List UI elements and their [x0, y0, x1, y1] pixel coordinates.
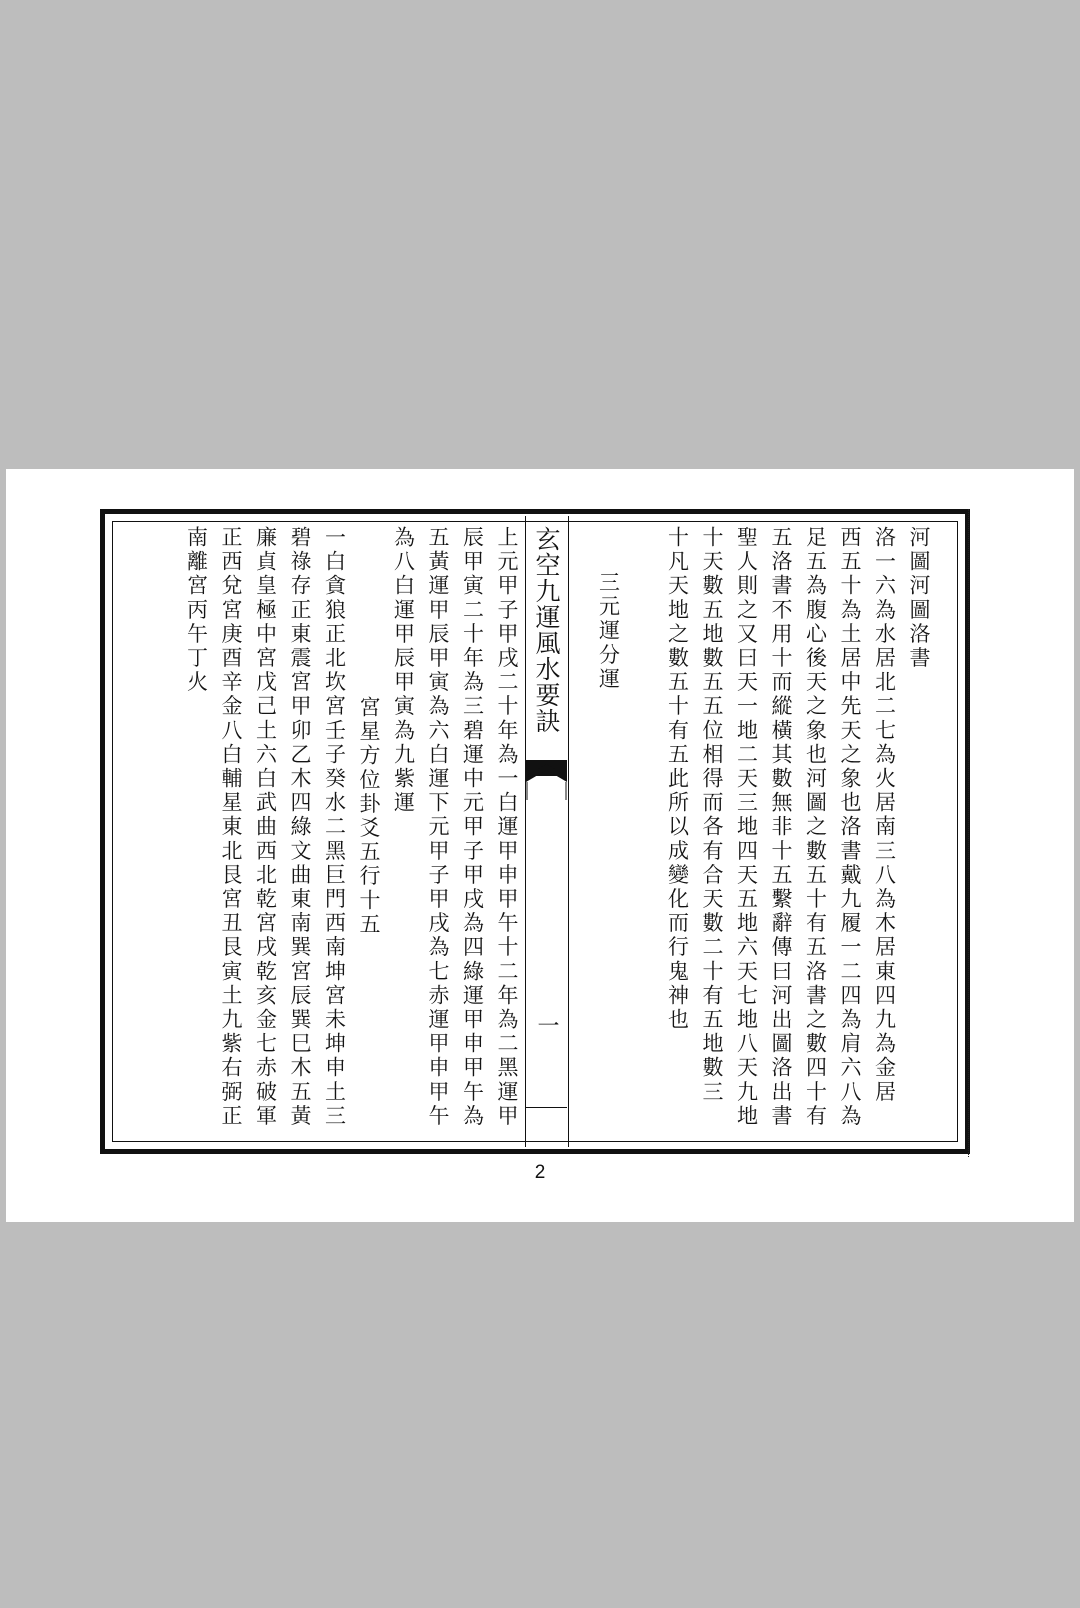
spine-lower-rule: [526, 1107, 567, 1108]
text-column: 十天數五地數五五位相得而各有合天數二十有五地數三: [700, 526, 724, 1105]
text-column: 洛一六為水居北二七為火居南三八為木居東四九為金居: [872, 526, 897, 1105]
spine-folio-number: 一: [534, 1014, 559, 1036]
spine-book-title: 玄空九運風水要訣: [532, 526, 561, 734]
text-column: 西五十為土居中先天之象也洛書戴九履一二四為肩六八為: [838, 526, 862, 1129]
text-column: 十凡天地之數五十有五此所以成變化而行鬼神也: [665, 526, 690, 1033]
text-column: 五洛書不用十而縱橫其數無非十五繫辭傳曰河出圖洛出書: [769, 526, 793, 1129]
fishtail-ornament-icon: [526, 760, 567, 800]
text-column: 足五為腹心後天之象也河圖之數五十有五洛書之數四十有: [803, 526, 828, 1129]
text-column: 一白貪狼正北坎宮壬子癸水二黑巨門西南坤宮未坤申土三: [322, 526, 347, 1129]
text-column: 上元甲子甲戌二十年為一白運甲申甲午十二年為二黑運甲: [495, 526, 519, 1129]
blank-column: [626, 526, 661, 1141]
text-column: 聖人則之又曰天一地二天三地四天五地六天七地八天九地: [734, 526, 759, 1129]
right-page-text: [586, 526, 936, 1141]
text-column: 正西兌宮庚酉辛金八白輔星東北艮宮丑艮寅土九紫右弼正: [219, 526, 243, 1129]
border-shadow-line: [968, 509, 974, 1157]
book-page-scan: [6, 469, 1074, 1222]
text-column: 辰甲寅二十年為三碧運中元甲子甲戌為四綠運甲申甲午為: [460, 526, 485, 1129]
center-spine: [525, 516, 569, 1147]
text-column: 碧祿存正東震宮甲卯乙木四綠文曲東南巽宮辰巽巳木五黃: [288, 526, 312, 1129]
left-page-text: [124, 526, 524, 1141]
text-column: 河圖河圖洛書: [907, 526, 931, 671]
text-column: 為八白運甲辰甲寅為九紫運: [391, 526, 416, 816]
text-column: 南離宮丙午丁火: [184, 526, 209, 695]
section-heading: 三元運分運: [596, 571, 621, 692]
page-number: 2: [534, 1162, 546, 1183]
section-heading: 宮星方位卦爻五行十五: [357, 696, 381, 937]
text-column: 五黃運甲辰甲寅為六白運下元甲子甲戌為七赤運甲申甲午: [426, 526, 450, 1129]
text-column: 廉貞皇極中宮戊己土六白武曲西北乾宮戌乾亥金七赤破軍: [253, 526, 278, 1129]
